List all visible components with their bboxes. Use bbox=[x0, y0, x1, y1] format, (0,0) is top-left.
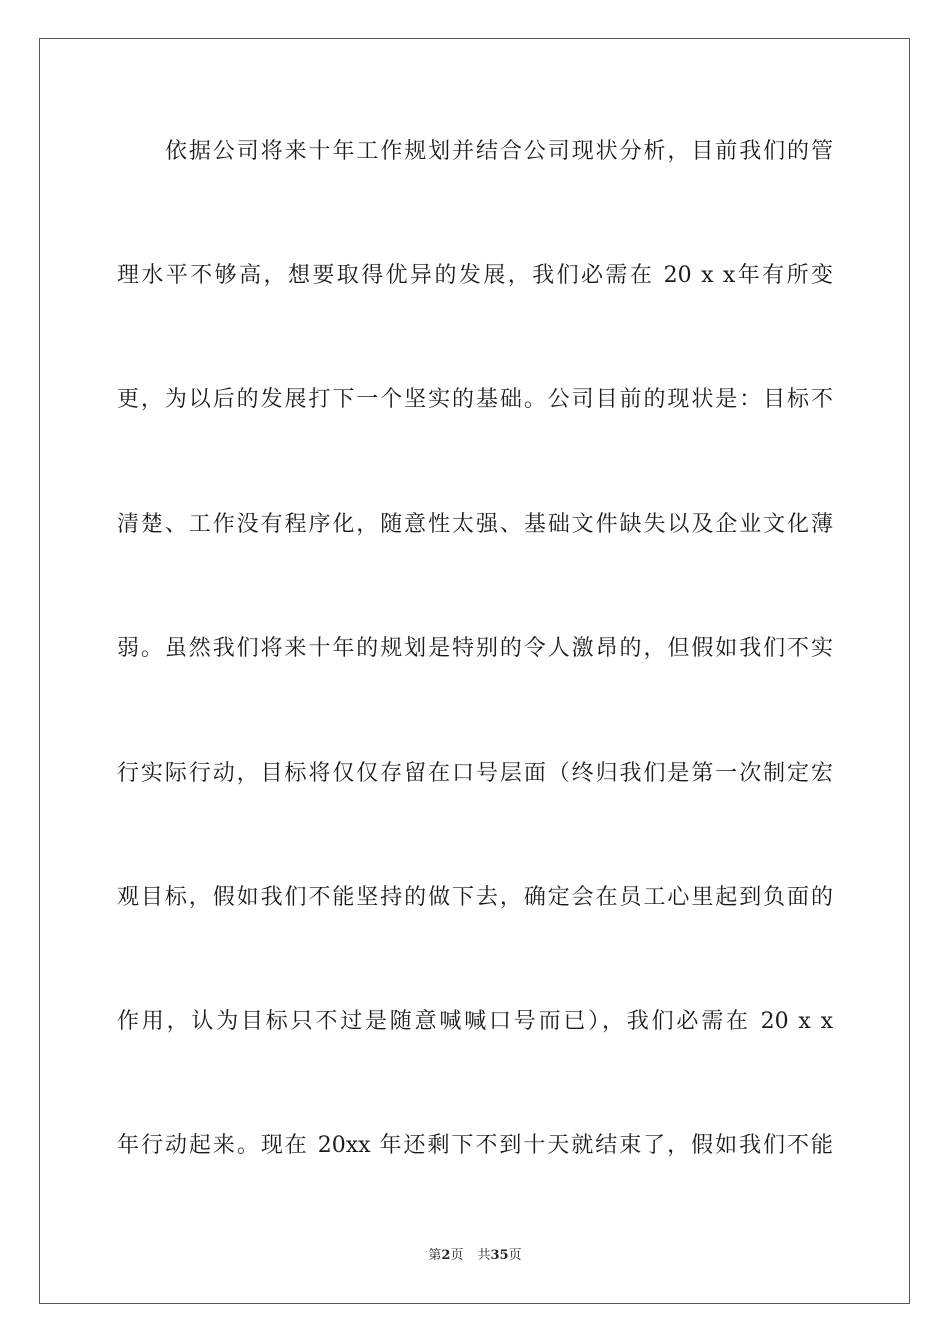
total-prefix: 共 bbox=[477, 1248, 491, 1263]
page-border bbox=[39, 38, 910, 1304]
page-prefix: 第 bbox=[428, 1248, 442, 1263]
paragraph-line-8: 作用，认为目标只不过是随意喊喊口号而已），我们必需在 20 x x bbox=[117, 1009, 833, 1034]
paragraph-line-3: 更，为以后的发展打下一个坚实的基础。公司目前的现状是：目标不 bbox=[117, 387, 833, 412]
paragraph-line-6: 行实际行动，目标将仅仅存留在口号层面（终归我们是第一次制定宏 bbox=[117, 761, 833, 786]
paragraph-line-1: 依据公司将来十年工作规划并结合公司现状分析，目前我们的管 bbox=[165, 139, 833, 164]
page-current-number: 2 bbox=[441, 1248, 451, 1263]
paragraph-line-7: 观目标，假如我们不能坚持的做下去，确定会在员工心里起到负面的 bbox=[117, 885, 833, 910]
paragraph-line-2: 理水平不够高，想要取得优异的发展，我们必需在 20 x x年有所变 bbox=[117, 263, 833, 288]
page-total-number: 35 bbox=[490, 1248, 509, 1263]
paragraph-line-9: 年行动起来。现在 20xx 年还剩下不到十天就结束了，假如我们不能 bbox=[117, 1133, 833, 1158]
paragraph-line-4: 清楚、工作没有程序化，随意性太强、基础文件缺失以及企业文化薄 bbox=[117, 512, 833, 537]
total-suffix: 页 bbox=[508, 1248, 522, 1263]
page-footer bbox=[0, 1246, 950, 1266]
page-suffix: 页 bbox=[450, 1248, 464, 1263]
paragraph-line-5: 弱。虽然我们将来十年的规划是特别的令人激昂的，但假如我们不实 bbox=[117, 636, 833, 661]
